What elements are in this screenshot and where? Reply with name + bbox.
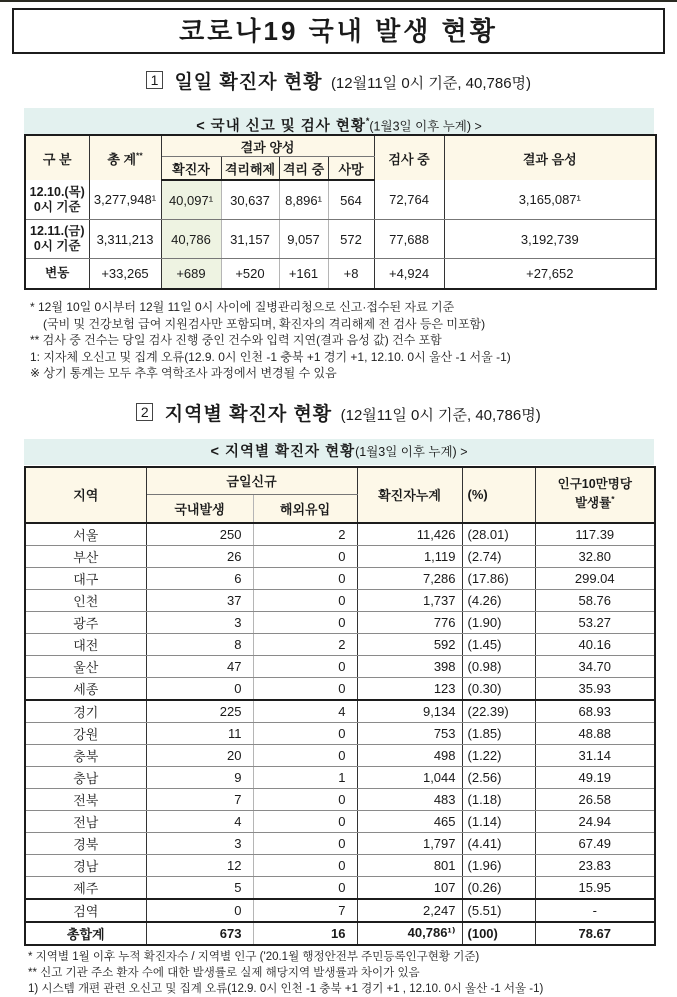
incidence-rate-cell: 34.70: [535, 655, 655, 677]
region-cell: 대전: [25, 633, 146, 655]
table-row: [25, 633, 655, 655]
domestic-new-cell: 37: [146, 589, 253, 611]
testing-cell: +4,924: [374, 259, 444, 290]
domestic-new-cell: 5: [146, 876, 253, 899]
table-row: [25, 722, 655, 744]
table-row: [25, 922, 655, 945]
domestic-new-cell: 8: [146, 633, 253, 655]
col-header-testing: 검사 중: [374, 135, 444, 180]
imported-new-cell: 0: [253, 567, 357, 589]
confirmed-cell: 40,097¹: [161, 180, 221, 220]
imported-new-cell: 0: [253, 589, 357, 611]
section1-heading: [0, 67, 677, 94]
domestic-new-cell: 47: [146, 655, 253, 677]
cumulative-cell: 9,134: [357, 700, 462, 723]
table-row: [25, 899, 655, 922]
testing-cell: 77,688: [374, 220, 444, 259]
col-header-region: 지역: [25, 467, 146, 523]
domestic-new-cell: 3: [146, 611, 253, 633]
domestic-new-cell: 20: [146, 744, 253, 766]
table1-caption-main: < 국내 신고 및 검사 현황: [196, 118, 366, 135]
imported-new-cell: 0: [253, 788, 357, 810]
region-cell: 경북: [25, 832, 146, 854]
national-status-table: [24, 134, 657, 290]
col-header-death: 사망: [328, 157, 374, 181]
domestic-new-cell: 9: [146, 766, 253, 788]
cumulative-cell: 1,797: [357, 832, 462, 854]
negative-cell: 3,165,087¹: [444, 180, 656, 220]
region-cell: 전남: [25, 810, 146, 832]
region-cell: 세종: [25, 677, 146, 700]
table-row: [25, 876, 655, 899]
imported-new-cell: 0: [253, 677, 357, 700]
cumulative-cell: 123: [357, 677, 462, 700]
domestic-new-cell: 3: [146, 832, 253, 854]
domestic-new-cell: 11: [146, 722, 253, 744]
table1-caption-paren: (1월3일 이후 누계) >: [369, 119, 482, 134]
percent-cell: (0.30): [462, 677, 535, 700]
percent-cell: (17.86): [462, 567, 535, 589]
percent-cell: (1.96): [462, 854, 535, 876]
negative-cell: +27,652: [526, 266, 574, 281]
section2-subtitle: (12월11일 0시 기준, 40,786명): [340, 406, 541, 424]
page-title: [12, 8, 665, 54]
incidence-rate-cell: 49.19: [535, 766, 655, 788]
total-footnote-marker: **: [136, 150, 143, 161]
domestic-new-cell: 0: [146, 899, 253, 922]
regional-status-table: [24, 466, 656, 946]
footnote-line: ** 검사 중 건수는 당일 검사 진행 중인 건수와 입력 지연(결과 음성 값) 건수 포함: [30, 333, 442, 347]
incidence-rate-cell: 23.83: [535, 854, 655, 876]
imported-new-cell: 2: [253, 633, 357, 655]
cumulative-cell: 483: [357, 788, 462, 810]
incidence-rate-cell: 299.04: [535, 567, 655, 589]
table-row: [25, 700, 655, 723]
domestic-new-cell: 26: [146, 545, 253, 567]
region-cell: 검역: [25, 899, 146, 922]
table-row: [25, 523, 655, 546]
region-cell: 경기: [25, 700, 146, 723]
table-row: [25, 611, 655, 633]
domestic-new-cell: 7: [146, 788, 253, 810]
cumulative-cell: 398: [357, 655, 462, 677]
col-header-isolating: 격리 중: [279, 157, 328, 181]
cumulative-cell: 753: [357, 722, 462, 744]
section1-number-box: 1: [146, 71, 163, 89]
incidence-rate-cell: 31.14: [535, 744, 655, 766]
footnote-line: * 12월 10일 0시부터 12월 11일 0시 사이에 질병관리청으로 신고·접수된 자료 기준: [30, 300, 455, 314]
regional-table-body: [25, 523, 655, 945]
imported-new-cell: 0: [253, 744, 357, 766]
confirmed-cell: 40,786: [161, 220, 221, 259]
incidence-rate-cell: 35.93: [535, 677, 655, 700]
col-header-confirmed: 확진자: [161, 157, 221, 181]
imported-new-cell: 0: [253, 854, 357, 876]
percent-cell: (5.51): [462, 899, 535, 922]
total-cell: 3,311,213: [89, 220, 161, 259]
confirmed-cell: +689: [161, 259, 221, 290]
imported-new-cell: 0: [253, 545, 357, 567]
region-cell: 서울: [25, 523, 146, 546]
region-cell: 총합계: [25, 922, 146, 945]
imported-new-cell: 4: [253, 700, 357, 723]
region-cell: 인천: [25, 589, 146, 611]
released-cell: +520: [221, 259, 279, 290]
table-row-dec10: [25, 180, 656, 220]
cumulative-cell: 107: [357, 876, 462, 899]
table1-caption: [24, 108, 654, 134]
negative-cell: 3,192,739: [444, 220, 656, 259]
row-label: 12.11.(금) 0시 기준: [25, 220, 89, 259]
table2-footnotes: [28, 949, 657, 997]
domestic-new-cell: 250: [146, 523, 253, 546]
section2-title: 지역별 확진자 현황: [164, 403, 333, 425]
cumulative-cell: 2,247: [357, 899, 462, 922]
percent-cell: (2.56): [462, 766, 535, 788]
incidence-rate-cell: 40.16: [535, 633, 655, 655]
domestic-new-cell: 6: [146, 567, 253, 589]
table2-caption: [24, 439, 654, 465]
table-row: [25, 545, 655, 567]
imported-new-cell: 0: [253, 810, 357, 832]
region-cell: 강원: [25, 722, 146, 744]
section2-heading: [0, 399, 677, 426]
col-header-today-new-group: 금일신규: [146, 467, 357, 495]
col-header-negative: 결과 음성: [444, 135, 656, 180]
domestic-new-cell: 0: [146, 677, 253, 700]
region-cell: 광주: [25, 611, 146, 633]
incidence-rate-cell: 78.67: [578, 925, 612, 941]
footnote-line: * 지역별 1월 이후 누적 확진자수 / 지역별 인구 ('20.1월 행정안전부 주민등록인구현황 기준): [28, 950, 480, 963]
table-row: [25, 655, 655, 677]
domestic-new-cell: 673: [146, 922, 253, 945]
percent-cell: (0.98): [462, 655, 535, 677]
col-header-percent: (%): [462, 467, 535, 523]
cumulative-cell: 40,786¹⁾: [357, 922, 462, 945]
percent-cell: (4.26): [462, 589, 535, 611]
incidence-rate-cell: 24.94: [535, 810, 655, 832]
table-row: [25, 589, 655, 611]
imported-new-cell: 0: [253, 655, 357, 677]
incidence-rate-cell: 117.39: [535, 523, 655, 546]
footnote-line: ※ 상기 통계는 모두 추후 역학조사 과정에서 변경될 수 있음: [30, 366, 337, 380]
table-row: [25, 854, 655, 876]
domestic-new-cell: 4: [146, 810, 253, 832]
col-header-imported: 해외유입: [253, 494, 357, 523]
percent-cell: (1.85): [462, 722, 535, 744]
cumulative-cell: 1,737: [357, 589, 462, 611]
top-rule: [0, 0, 677, 2]
death-cell: 564: [328, 180, 374, 220]
cumulative-cell: 11,426: [357, 523, 462, 546]
col-header-total: 총 계**: [89, 135, 161, 180]
incidence-rate-cell: 32.80: [535, 545, 655, 567]
imported-new-cell: 1: [253, 766, 357, 788]
cumulative-cell: 801: [357, 854, 462, 876]
col-header-cumulative: 확진자누계: [357, 467, 462, 523]
col-header-positive-group: 결과 양성: [161, 135, 374, 157]
cumulative-cell: 592: [357, 633, 462, 655]
incidence-rate-cell: 48.88: [535, 722, 655, 744]
imported-new-cell: 0: [253, 611, 357, 633]
col-header-incidence-rate: 인구10만명당 발생률*: [535, 467, 655, 523]
table-row: [25, 766, 655, 788]
incidence-rate-cell: 68.93: [535, 700, 655, 723]
footnote-line: 1: 지자체 오신고 및 집계 오류(12.9. 0시 인천 -1 충북 +1 경기 +1, 12.10. 0시 울산 -1 서울 -1): [30, 349, 511, 364]
imported-new-cell: 7: [253, 899, 357, 922]
total-cell: 3,277,948¹: [89, 180, 161, 220]
table-row: [25, 567, 655, 589]
table-row: [25, 677, 655, 700]
table-row: [25, 810, 655, 832]
table-row-dec11: [25, 220, 656, 259]
table-row-change: [25, 259, 656, 290]
percent-cell: (1.45): [462, 633, 535, 655]
table2-caption-main: < 지역별 확진자 현황: [210, 443, 356, 460]
region-cell: 대구: [25, 567, 146, 589]
incidence-rate-cell: 15.95: [535, 876, 655, 899]
imported-new-cell: 0: [253, 722, 357, 744]
percent-cell: (100): [462, 922, 535, 945]
percent-cell: (22.39): [462, 700, 535, 723]
death-cell: 572: [328, 220, 374, 259]
region-cell: 충남: [25, 766, 146, 788]
percent-cell: (1.90): [462, 611, 535, 633]
imported-new-cell: 2: [253, 523, 357, 546]
cumulative-cell: 1,119: [357, 545, 462, 567]
col-header-released: 격리해제: [221, 157, 279, 181]
section1-title: 일일 확진자 현황: [174, 72, 323, 93]
domestic-new-cell: 12: [146, 854, 253, 876]
footnote-line: (국비 및 건강보험 급여 지원검사만 포함되며, 확진자의 격리해제 전 검사 등은 미포함): [43, 316, 486, 331]
region-cell: 제주: [25, 876, 146, 899]
percent-cell: (2.74): [462, 545, 535, 567]
imported-new-cell: 0: [253, 876, 357, 899]
cumulative-cell: 776: [357, 611, 462, 633]
imported-new-cell: 0: [253, 832, 357, 854]
page-title-text: 코로나19 국내 발생 현황: [179, 16, 498, 46]
cumulative-cell: 498: [357, 744, 462, 766]
row-label: 변동: [25, 259, 89, 290]
footnote-line: 1) 시스템 개편 관련 오신고 및 집계 오류(12.9. 0시 인천 -1 충북 +1 경기 +1 , 12.10. 0시 울산 -1 서울 -1): [28, 982, 544, 995]
footnote-line: ** 신고 기관 주소 환자 수에 대한 발생률로 실제 해당지역 발생률과 차이가 있음: [28, 966, 420, 979]
table-row: [25, 744, 655, 766]
region-cell: 전북: [25, 788, 146, 810]
col-header-domestic: 국내발생: [146, 494, 253, 523]
death-cell: +8: [328, 259, 374, 290]
incidence-rate-cell: 53.27: [535, 611, 655, 633]
table-row: [25, 788, 655, 810]
region-cell: 경남: [25, 854, 146, 876]
percent-cell: (4.41): [462, 832, 535, 854]
section2-number-box: 2: [136, 403, 153, 421]
released-cell: 30,637: [221, 180, 279, 220]
total-cell: +33,265: [89, 259, 161, 290]
domestic-new-cell: 225: [146, 700, 253, 723]
incidence-rate-cell: 67.49: [535, 832, 655, 854]
testing-cell: 72,764: [374, 180, 444, 220]
released-cell: 31,157: [221, 220, 279, 259]
incidence-rate-cell: 58.76: [535, 589, 655, 611]
imported-new-cell: 16: [253, 922, 357, 945]
cumulative-cell: 465: [357, 810, 462, 832]
cumulative-cell: 1,044: [357, 766, 462, 788]
table2-caption-paren: (1월3일 이후 누계) >: [355, 444, 468, 459]
percent-cell: (28.01): [462, 523, 535, 546]
table-row: [25, 832, 655, 854]
region-cell: 충북: [25, 744, 146, 766]
percent-cell: (0.26): [462, 876, 535, 899]
row-label: 12.10.(목) 0시 기준: [25, 180, 89, 220]
isolating-cell: 9,057: [279, 220, 328, 259]
rate-footnote-marker: *: [611, 494, 615, 505]
col-header-category: 구 분: [25, 135, 89, 180]
section1-subtitle: (12월11일 0시 기준, 40,786명): [330, 75, 532, 92]
isolating-cell: 8,896¹: [279, 180, 328, 220]
table1-caption-asterisk: *: [365, 116, 370, 126]
incidence-rate-cell: -: [535, 899, 655, 922]
incidence-rate-cell: 26.58: [535, 788, 655, 810]
region-cell: 울산: [25, 655, 146, 677]
percent-cell: (1.22): [462, 744, 535, 766]
percent-cell: (1.18): [462, 788, 535, 810]
cumulative-cell: 7,286: [357, 567, 462, 589]
isolating-cell: +161: [279, 259, 328, 290]
percent-cell: (1.14): [462, 810, 535, 832]
region-cell: 부산: [25, 545, 146, 567]
table1-footnotes: [30, 299, 657, 382]
